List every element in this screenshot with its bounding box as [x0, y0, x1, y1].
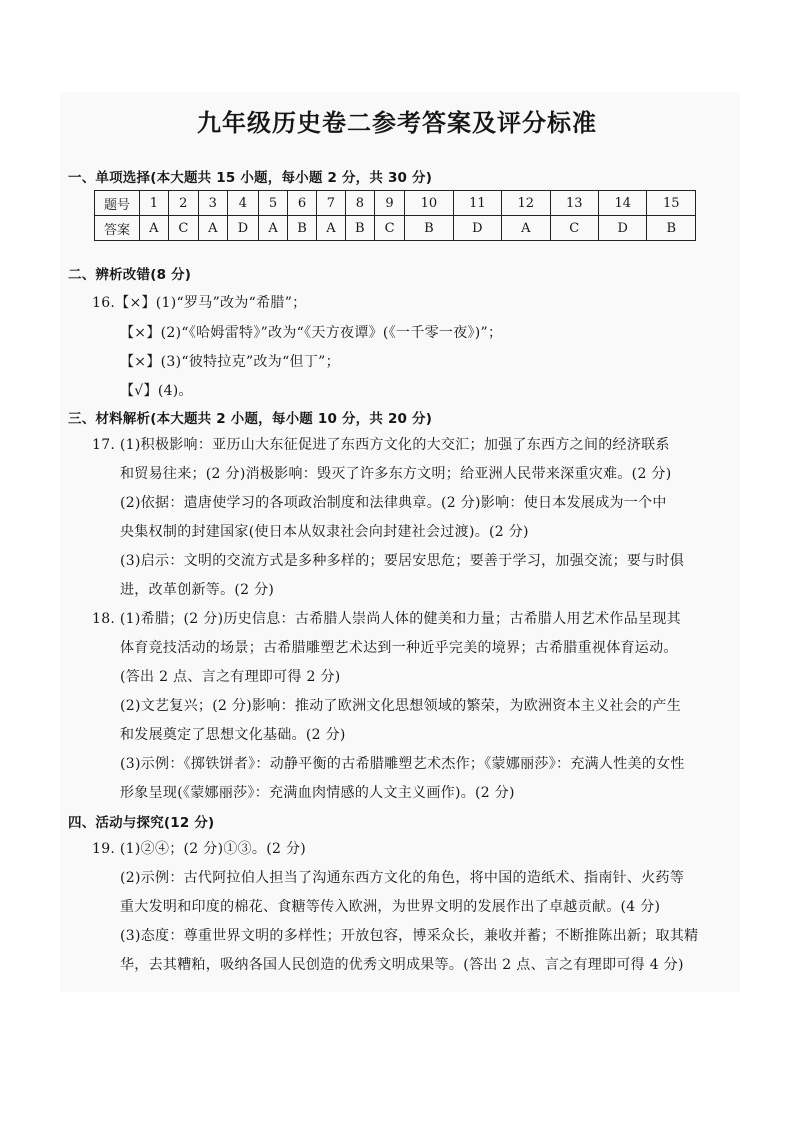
answer-cell: C: [374, 216, 404, 241]
question-number: 15: [647, 191, 696, 216]
answer-cell: D: [227, 216, 259, 241]
section-1-heading: 一、单项选择(本大题共 15 小题，每小题 2 分，共 30 分): [68, 170, 433, 186]
answer-18-line: 形象呈现(《蒙娜丽莎》：充满血肉情感的人文主义画作)。(2 分): [120, 785, 515, 801]
answer-19-line: (2)示例：古代阿拉伯人担当了沟通东西方文化的角色，将中国的造纸术、指南针、火药等: [120, 870, 685, 886]
answer-18-line: 18. (1)希腊；(2 分)历史信息：古希腊人崇尚人体的健美和力量；古希腊人用艺术作品呈现其: [92, 611, 681, 627]
answer-17-line: (2)依据：遣唐使学习的各项政治制度和法律典章。(2 分)影响：使日本发展成为一个中: [120, 495, 667, 511]
answer-17-line: 进，改革创新等。(2 分): [120, 582, 275, 598]
question-number-row: [95, 191, 696, 216]
answer-cell: D: [453, 216, 501, 241]
question-number: 1: [140, 191, 169, 216]
answer-cell: A: [198, 216, 227, 241]
answer-cell: B: [405, 216, 453, 241]
answer-cell: A: [317, 216, 346, 241]
answer-17-line: (3)启示：文明的交流方式是多种多样的；要居安思危；要善于学习，加强交流；要与时俱: [120, 553, 685, 569]
answer-cell: B: [647, 216, 696, 241]
answer-18-line: (答出 2 点、言之有理即可得 2 分): [120, 669, 341, 685]
answer-cell: A: [502, 216, 550, 241]
answer-19-line: 重大发明和印度的棉花、食糖等传入欧洲，为世界文明的发展作出了卓越贡献。(4 分): [120, 899, 661, 915]
question-number: 6: [287, 191, 316, 216]
answer-row: [95, 216, 696, 241]
answer-17-line: 央集权制的封建国家(使日本从奴隶社会向封建社会过渡)。(2 分): [120, 524, 529, 540]
answer-table: [94, 190, 696, 241]
answer-cell: D: [598, 216, 646, 241]
answer-18-line: 和发展奠定了思想文化基础。(2 分): [120, 727, 346, 743]
answer-18-line: (3)示例：《掷铁饼者》：动静平衡的古希腊雕塑艺术杰作；《蒙娜丽莎》：充满人性美的女性: [120, 756, 685, 772]
row-label-question: 题号: [95, 191, 140, 216]
answer-16-line: 16.【×】(1)“罗马”改为“希腊”；: [92, 295, 307, 311]
question-number: 10: [405, 191, 453, 216]
answer-17-line: 和贸易往来；(2 分)消极影响：毁灭了许多东方文明；给亚洲人民带来深重灾难。(2 分): [120, 466, 672, 482]
section-2-heading: 二、辨析改错(8 分): [68, 267, 192, 283]
answer-19-line: (3)态度：尊重世界文明的多样性；开放包容，博采众长，兼收并蓄；不断推陈出新；取其精: [120, 928, 699, 944]
question-number: 7: [317, 191, 346, 216]
answer-19-line: 19. (1)②④；(2 分)①③。(2 分): [92, 841, 307, 857]
question-number: 4: [227, 191, 259, 216]
answer-cell: A: [259, 216, 288, 241]
answer-cell: A: [140, 216, 169, 241]
answer-cell: B: [345, 216, 374, 241]
answer-17-line: 17. (1)积极影响：亚历山大东征促进了东西方文化的大交汇；加强了东西方之间的经济联系: [92, 437, 670, 453]
section-3-heading: 三、材料解析(本大题共 2 小题，每小题 10 分，共 20 分): [68, 411, 433, 427]
question-number: 3: [198, 191, 227, 216]
question-number: 9: [374, 191, 404, 216]
answer-18-line: 体育竞技活动的场景；古希腊雕塑艺术达到一种近乎完美的境界；古希腊重视体育运动。: [120, 640, 678, 656]
answer-cell: B: [287, 216, 316, 241]
question-number: 2: [168, 191, 198, 216]
question-number: 5: [259, 191, 288, 216]
question-number: 14: [598, 191, 646, 216]
row-label-answer: 答案: [95, 216, 140, 241]
answer-cell: C: [168, 216, 198, 241]
answer-16-line: 【×】(3)“彼特拉克”改为“但丁”；: [120, 354, 340, 370]
question-number: 8: [345, 191, 374, 216]
answer-19-line: 华，去其糟粕，吸纳各国人民创造的优秀文明成果等。(答出 2 点、言之有理即可得 4 分): [120, 957, 684, 973]
question-number: 12: [502, 191, 550, 216]
page-title: 九年级历史卷二参考答案及评分标准: [197, 109, 597, 137]
section-4-heading: 四、活动与探究(12 分): [68, 815, 215, 831]
answer-16-line: 【×】(2)“《哈姆雷特》”改为“《天方夜谭》(《一千零一夜》)”；: [120, 325, 503, 341]
answer-16-line: 【√】(4)。: [120, 383, 193, 399]
question-number: 11: [453, 191, 501, 216]
question-number: 13: [550, 191, 598, 216]
answer-18-line: (2)文艺复兴；(2 分)影响：推动了欧洲文化思想领域的繁荣，为欧洲资本主义社会的产生: [120, 698, 682, 714]
answer-cell: C: [550, 216, 598, 241]
